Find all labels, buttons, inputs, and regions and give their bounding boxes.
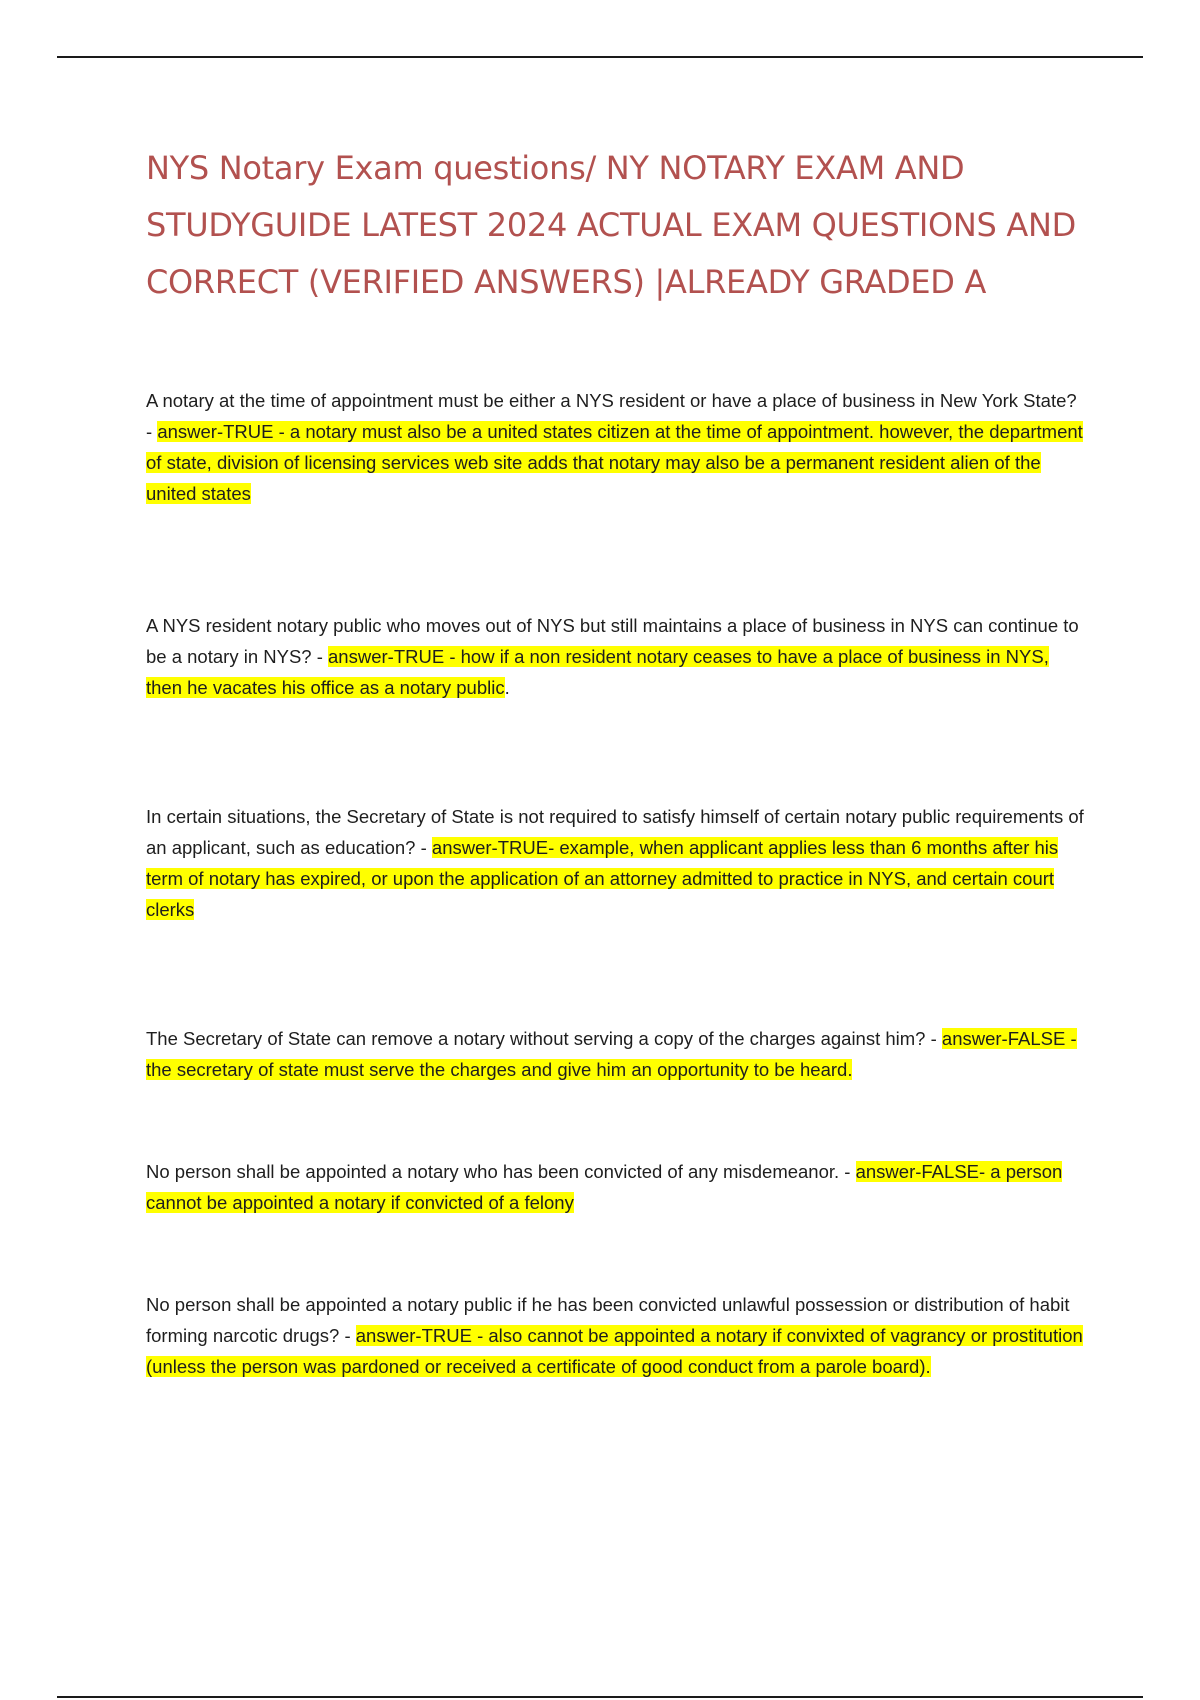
question-text: No person shall be appointed a notary public if he has been convicted unlawful possession or distribution of habit forming narcotic drugs? -	[146, 1294, 1070, 1346]
qa-list	[146, 385, 1086, 1382]
qa-item	[146, 385, 1086, 509]
question-text: No person shall be appointed a notary who has been convicted of any misdemeanor. -	[146, 1161, 856, 1182]
qa-item	[146, 1156, 1086, 1218]
answer-text: answer-TRUE - a notary must also be a united states citizen at the time of appointment. however, the department of state, division of licensing services web site adds that notary may also be a permanent resident alien of the united states	[146, 421, 1083, 504]
document-body	[146, 140, 1086, 1382]
qa-item	[146, 1289, 1086, 1382]
trailing-text: .	[504, 677, 510, 698]
question-text: A notary at the time of appointment must be either a NYS resident or have a place of business in New York State? -	[146, 390, 1077, 442]
top-rule	[57, 56, 1143, 58]
question-text: In certain situations, the Secretary of State is not required to satisfy himself of certain notary public requirements of an applicant, such as education? -	[146, 806, 1084, 858]
page-title: NYS Notary Exam questions/ NY NOTARY EXAM AND STUDYGUIDE LATEST 2024 ACTUAL EXAM QUESTIONS AND CORRECT (VERIFIED ANSWERS) |ALREADY GRADED A	[146, 149, 1076, 301]
qa-item	[146, 1023, 1086, 1085]
answer-text: answer-TRUE - also cannot be appointed a notary if convixted of vagrancy or prostitution (unless the person was pardoned or received a certificate of good conduct from a parole board).	[146, 1325, 1083, 1377]
qa-item	[146, 610, 1086, 703]
question-text: A NYS resident notary public who moves out of NYS but still maintains a place of business in NYS can continue to be a notary in NYS? -	[146, 615, 1079, 667]
answer-text: answer-FALSE - the secretary of state must serve the charges and give him an opportunity to be heard.	[146, 1028, 1077, 1080]
qa-item	[146, 801, 1086, 925]
question-text: The Secretary of State can remove a notary without serving a copy of the charges against him? -	[146, 1028, 942, 1049]
answer-text: answer-TRUE - how if a non resident notary ceases to have a place of business in NYS, then he vacates his office as a notary public	[146, 646, 1049, 698]
bottom-rule	[57, 1696, 1143, 1698]
answer-text: answer-FALSE- a person cannot be appointed a notary if convicted of a felony	[146, 1161, 1063, 1213]
answer-text: answer-TRUE- example, when applicant applies less than 6 months after his term of notary has expired, or upon the application of an attorney admitted to practice in NYS, and certain court clerks	[146, 837, 1059, 920]
